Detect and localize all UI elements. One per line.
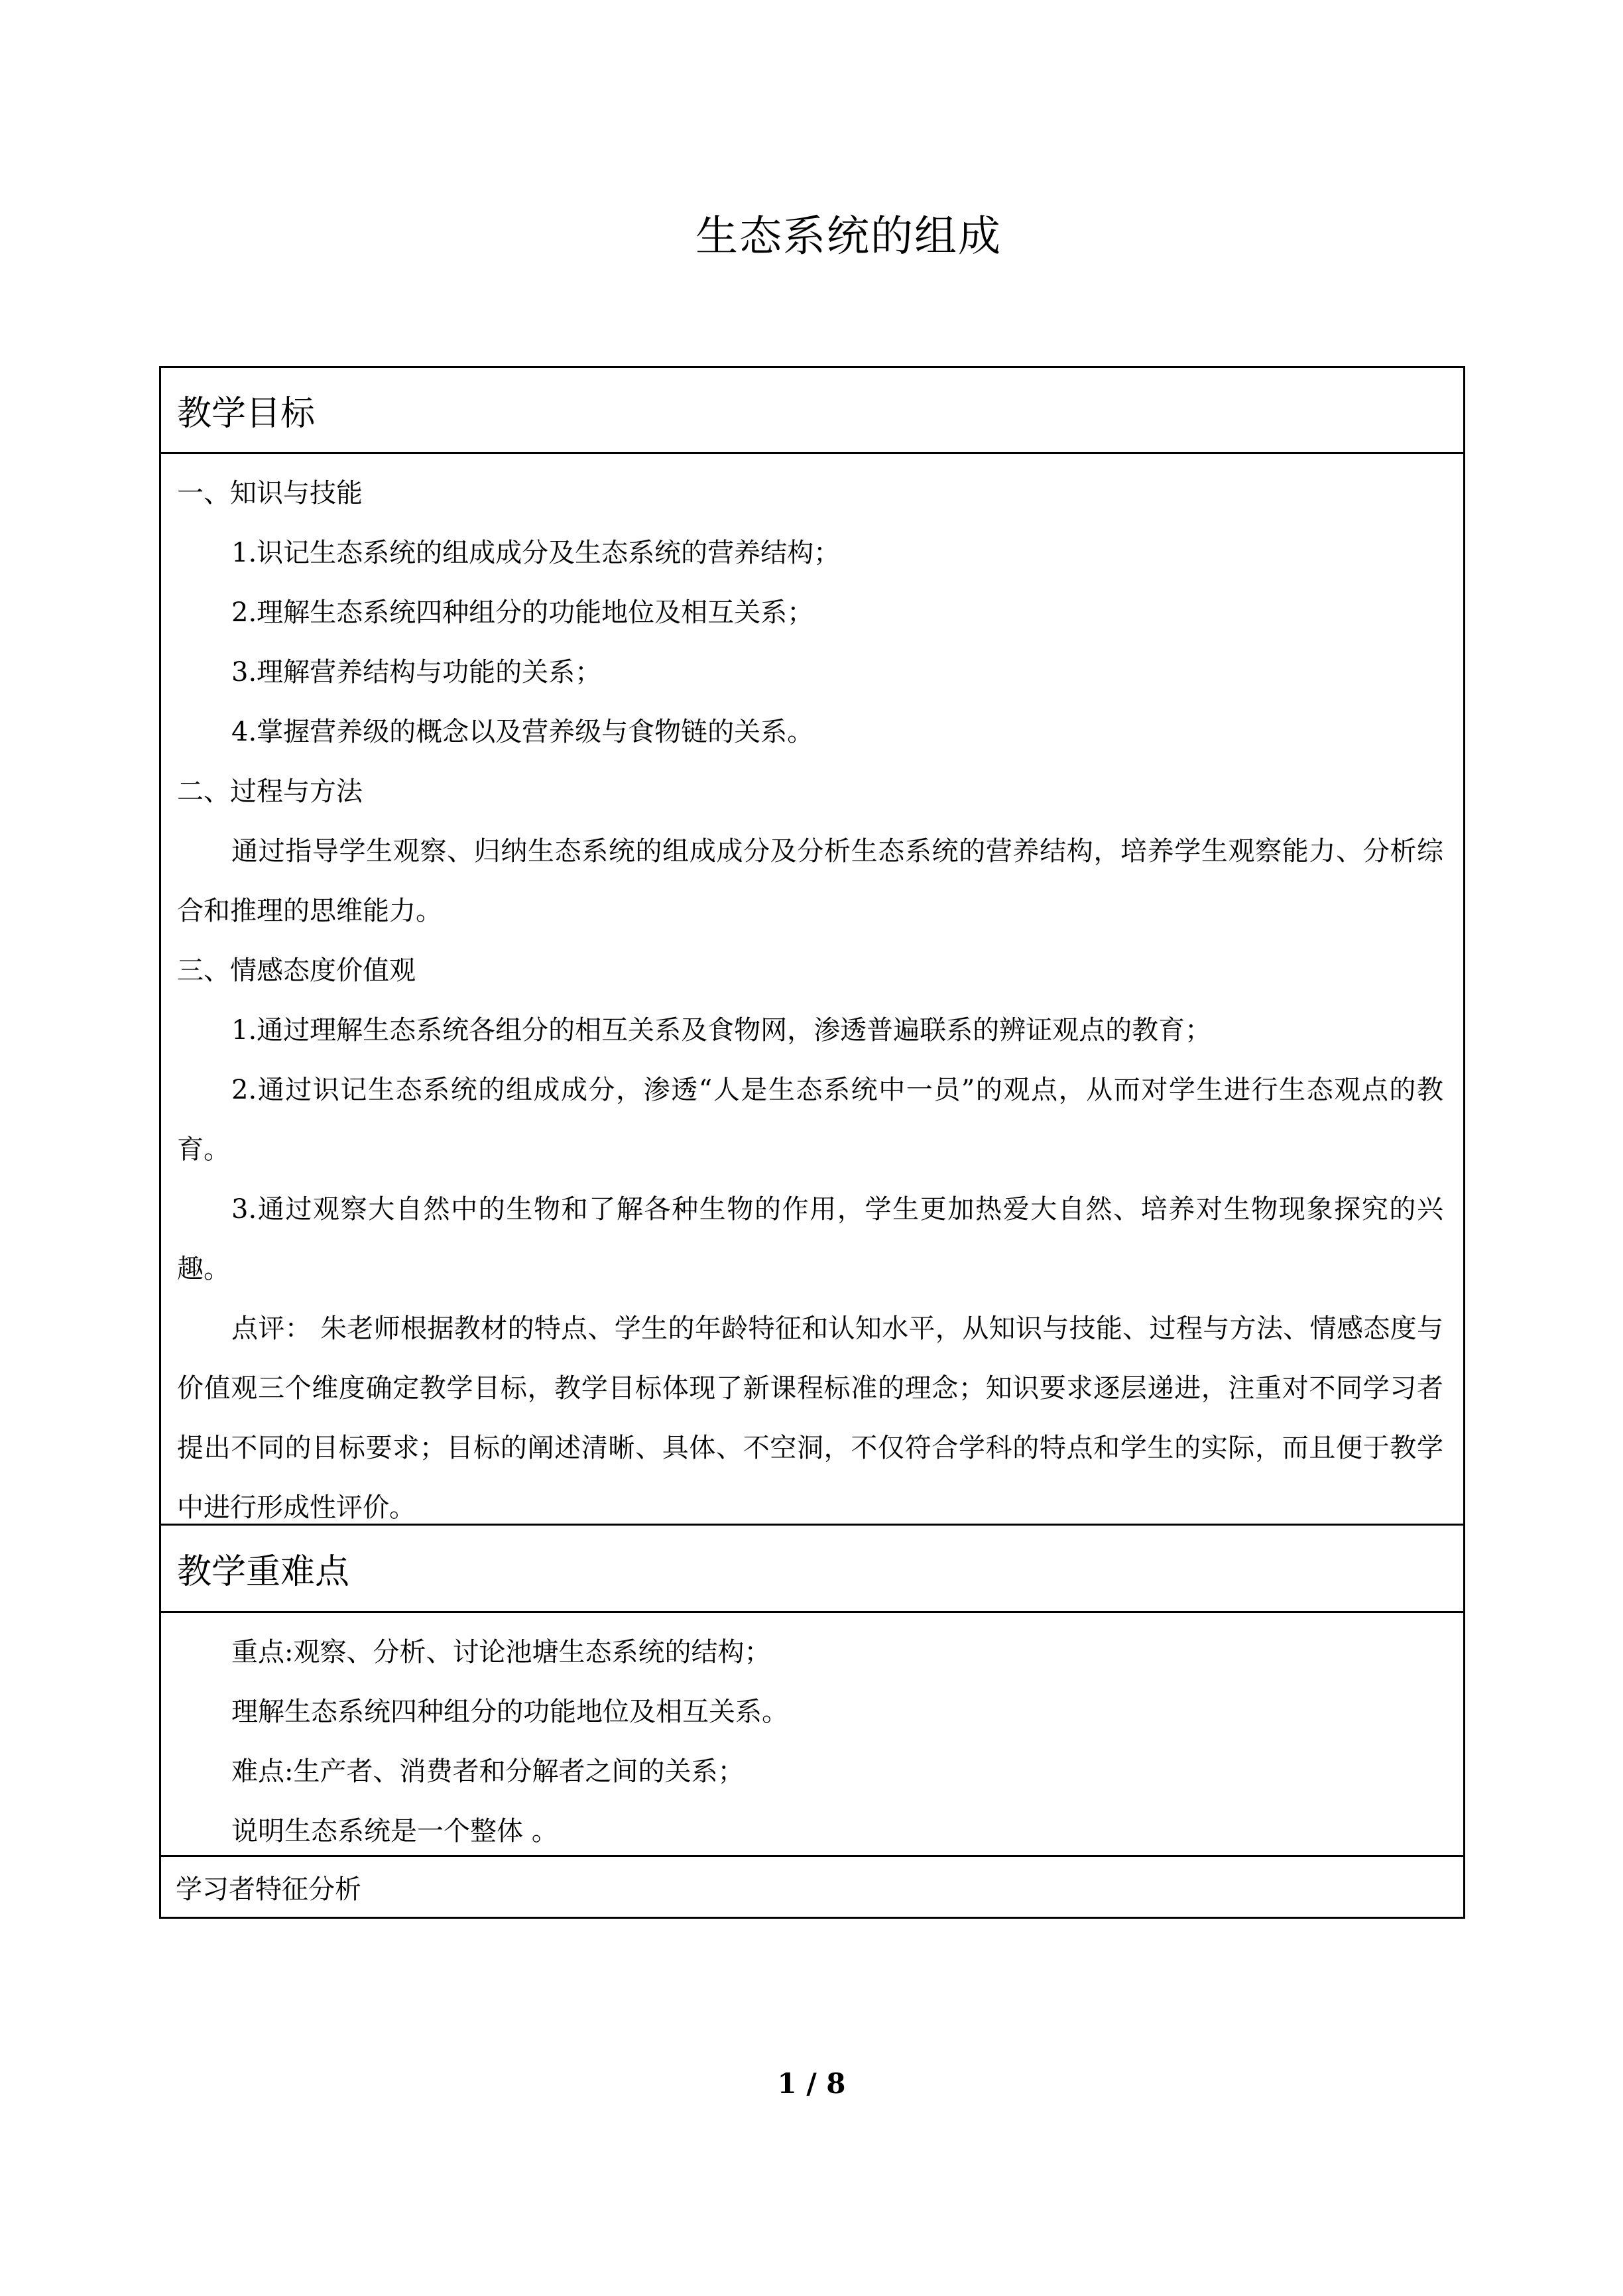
key-points-header: [161, 1526, 1463, 1613]
knowledge-item: 3.理解营养结构与功能的关系；: [231, 657, 602, 688]
knowledge-item: 4.掌握营养级的概念以及营养级与食物链的关系。: [231, 717, 814, 747]
lesson-plan-table: [159, 366, 1465, 1919]
key-point-line: 重点:观察、分析、讨论池塘生态系统的结构；: [231, 1637, 771, 1667]
attitude-item: 3.通过观察大自然中的生物和了解各种生物的作用，学生更加热爱大自然、培养对生物现象探究的兴趣。: [177, 1194, 1443, 1284]
key-point-line: 说明生态系统是一个整体 。: [231, 1816, 558, 1846]
attitude-heading: 三、情感态度价值观: [177, 955, 416, 986]
knowledge-item: 1.识记生态系统的组成成分及生态系统的营养结构；: [231, 538, 841, 568]
key-point-line: 理解生态系统四种组分的功能地位及相互关系。: [231, 1697, 788, 1727]
knowledge-item: 2.理解生态系统四种组分的功能地位及相互关系；: [231, 597, 814, 628]
learner-analysis-heading: 学习者特征分析: [176, 1874, 361, 1905]
learner-analysis-row: [161, 1857, 1463, 1917]
knowledge-heading: 一、知识与技能: [177, 478, 363, 509]
process-heading: 二、过程与方法: [177, 776, 363, 807]
attitude-item: 2.通过识记生态系统的组成成分，渗透“人是生态系统中一员”的观点，从而对学生进行生态观点的教育。: [177, 1075, 1443, 1165]
key-points-content: [161, 1613, 1463, 1857]
process-text: 通过指导学生观察、归纳生态系统的组成成分及分析生态系统的营养结构，培养学生观察能力、分析综合和推理的思维能力。: [177, 836, 1443, 926]
objectives-header: [161, 368, 1463, 454]
key-points-heading: 教学重难点: [177, 1552, 350, 1592]
page-number: 1 / 8: [777, 2067, 846, 2100]
attitude-item: 1.通过理解生态系统各组分的相互关系及食物网，渗透普遍联系的辨证观点的教育；: [231, 1015, 1212, 1046]
objectives-heading: 教学目标: [177, 394, 316, 434]
objectives-content: [161, 454, 1463, 1526]
key-point-line: 难点:生产者、消费者和分解者之间的关系；: [231, 1756, 745, 1787]
document-title: 生态系统的组成: [695, 212, 1002, 261]
objectives-comment: 点评： 朱老师根据教材的特点、学生的年龄特征和认知水平，从知识与技能、过程与方法、情感态度与价值观三个维度确定教学目标，教学目标体现了新课程标准的理念；知识要求逐层递进，注重对不同学习者提出不同的目标要求；目标的阐述清晰、具体、不空洞，不仅符合学科的特点和学生的实际，而且便于教学中进行形成性评价。: [177, 1313, 1443, 1523]
